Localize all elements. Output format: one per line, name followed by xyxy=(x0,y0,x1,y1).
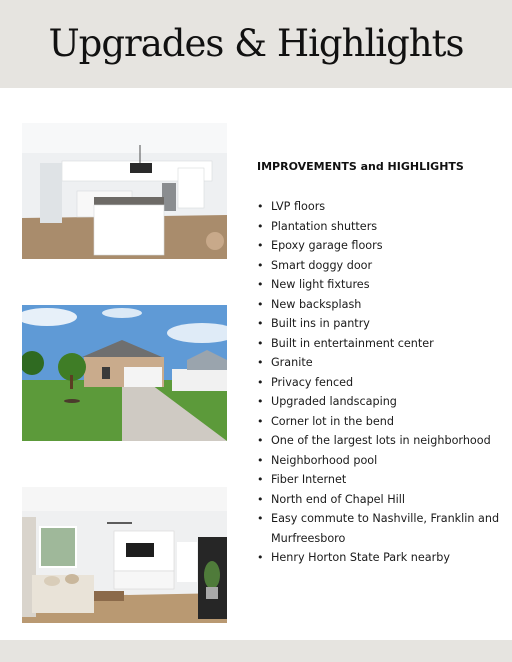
bullet-icon: • xyxy=(257,297,264,311)
list-item: • Fiber Internet xyxy=(257,470,502,490)
highlights-list xyxy=(257,197,502,568)
page-title: Upgrades & Highlights xyxy=(48,22,464,65)
list-item: • Built in entertainment center xyxy=(257,334,502,354)
list-item: • Corner lot in the bend xyxy=(257,412,502,432)
bullet-icon: • xyxy=(257,278,264,291)
footer-band xyxy=(0,640,512,662)
list-item: • One of the largest lots in neighborhood xyxy=(257,431,502,451)
list-item: • LVP floors xyxy=(257,197,502,217)
list-item: • Smart doggy door xyxy=(257,256,502,276)
bullet-icon: • xyxy=(257,375,264,389)
bullet-icon: • xyxy=(257,473,264,486)
bullet-icon: • xyxy=(257,395,264,408)
bullet-icon: • xyxy=(257,453,264,467)
list-item: • Privacy fenced xyxy=(257,373,502,393)
bullet-icon: • xyxy=(257,492,264,506)
bullet-icon: • xyxy=(257,258,264,272)
list-item: • Built ins in pantry xyxy=(257,314,502,334)
list-item: • Upgraded landscaping xyxy=(257,392,502,412)
house-exterior-photo xyxy=(22,305,227,441)
list-item: • New backsplash xyxy=(257,295,502,315)
list-item: • Neighborhood pool xyxy=(257,451,502,471)
list-item: • Easy commute to Nashville, Franklin and Murfreesboro xyxy=(257,509,502,548)
list-item: • Granite xyxy=(257,353,502,373)
bullet-icon: • xyxy=(257,239,264,252)
list-item: • Henry Horton State Park nearby xyxy=(257,548,502,568)
living-room-photo xyxy=(22,487,227,623)
bullet-icon: • xyxy=(257,414,264,428)
bullet-icon: • xyxy=(257,200,264,213)
bullet-icon: • xyxy=(257,434,264,447)
list-item: • Epoxy garage floors xyxy=(257,236,502,256)
list-item: • Plantation shutters xyxy=(257,217,502,237)
bullet-icon: • xyxy=(257,219,264,233)
bullet-icon: • xyxy=(257,551,264,564)
bullet-icon: • xyxy=(257,356,264,369)
bullet-icon: • xyxy=(257,336,264,350)
section-heading: IMPROVEMENTS and HIGHLIGHTS xyxy=(257,160,464,173)
kitchen-photo xyxy=(22,123,227,259)
bullet-icon: • xyxy=(257,317,264,330)
bullet-icon: • xyxy=(257,512,264,525)
list-item: • North end of Chapel Hill xyxy=(257,490,502,510)
list-item: • New light fixtures xyxy=(257,275,502,295)
